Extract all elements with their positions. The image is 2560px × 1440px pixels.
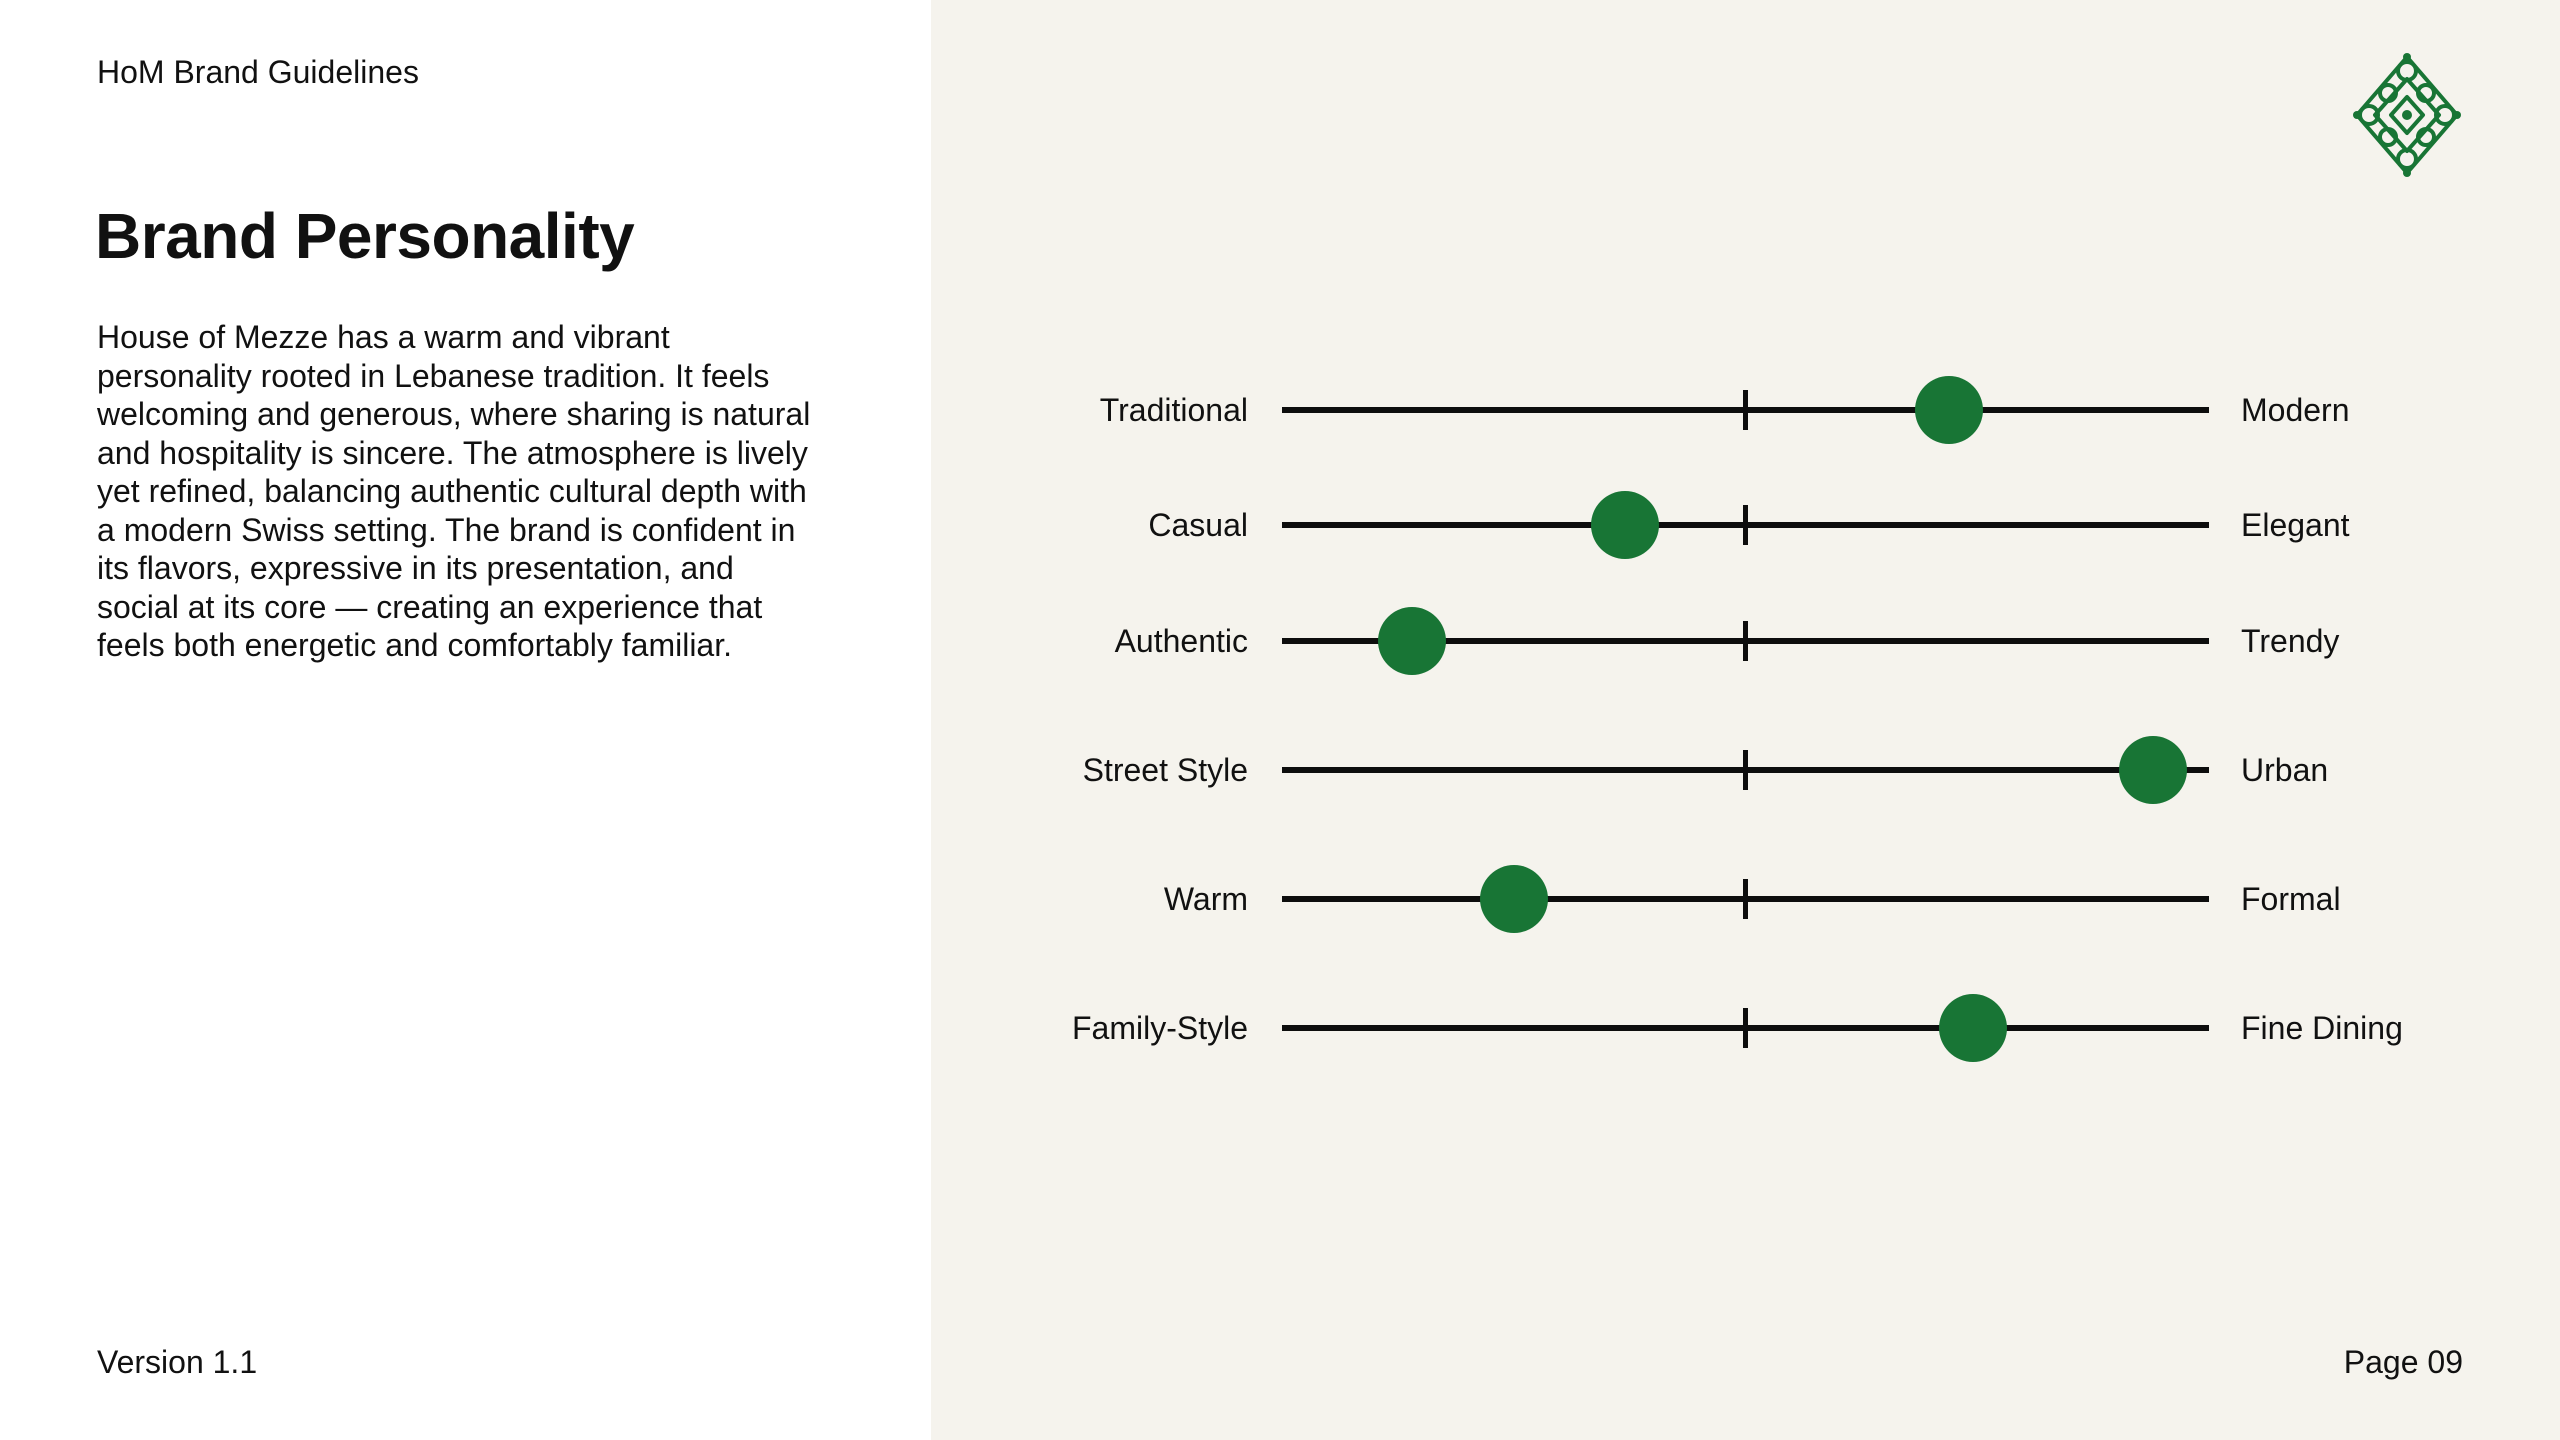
geometric-ornament-logo-icon	[2352, 52, 2462, 178]
scale-row	[0, 601, 2560, 681]
page-title: Brand Personality	[95, 200, 635, 272]
scale-row	[0, 370, 2560, 450]
scale-row	[0, 859, 2560, 939]
scale-marker	[1939, 994, 2007, 1062]
scale-left-label: Warm	[1163, 881, 1248, 917]
document-title: HoM Brand Guidelines	[97, 54, 419, 90]
scale-marker	[1378, 607, 1446, 675]
scale-left-label: Street Style	[1082, 752, 1248, 788]
scale-marker	[1915, 376, 1983, 444]
scale-left-label: Traditional	[1099, 392, 1248, 428]
scale-center-tick	[1743, 750, 1748, 790]
scale-right-label: Fine Dining	[2241, 1010, 2403, 1046]
scale-right-label: Formal	[2241, 881, 2341, 917]
scale-left-label: Family-Style	[1071, 1010, 1248, 1046]
scale-marker	[1591, 491, 1659, 559]
right-panel	[931, 0, 2560, 1440]
intro-paragraph: House of Mezze has a warm and vibrant personality rooted in Lebanese tradition. It feels welcoming and generous, where sharing is natural and hospitality is sincere. The atmosphere is lively yet refined, balancing authentic cultural depth with a modern Swiss setting. The brand is confident in its flavors, expressive in its presentation, and social at its core — creating an experience that feels both energetic and comfortably familiar.	[97, 319, 811, 663]
version-label: Version 1.1	[97, 1344, 258, 1380]
scale-center-tick	[1743, 879, 1748, 919]
scale-left-label: Authentic	[1114, 623, 1248, 659]
scale-right-label: Modern	[2241, 392, 2350, 428]
scale-row	[0, 730, 2560, 810]
scale-center-tick	[1743, 621, 1748, 661]
page-number: Page 09	[2343, 1344, 2463, 1380]
scale-left-label: Casual	[1148, 507, 1248, 543]
scale-row	[0, 988, 2560, 1068]
scale-marker	[1480, 865, 1548, 933]
scale-center-tick	[1743, 1008, 1748, 1048]
scale-row	[0, 485, 2560, 565]
scale-right-label: Trendy	[2241, 623, 2340, 659]
scale-center-tick	[1743, 505, 1748, 545]
scale-center-tick	[1743, 390, 1748, 430]
scale-right-label: Urban	[2241, 752, 2329, 788]
scale-right-label: Elegant	[2241, 507, 2350, 543]
scale-marker	[2119, 736, 2187, 804]
